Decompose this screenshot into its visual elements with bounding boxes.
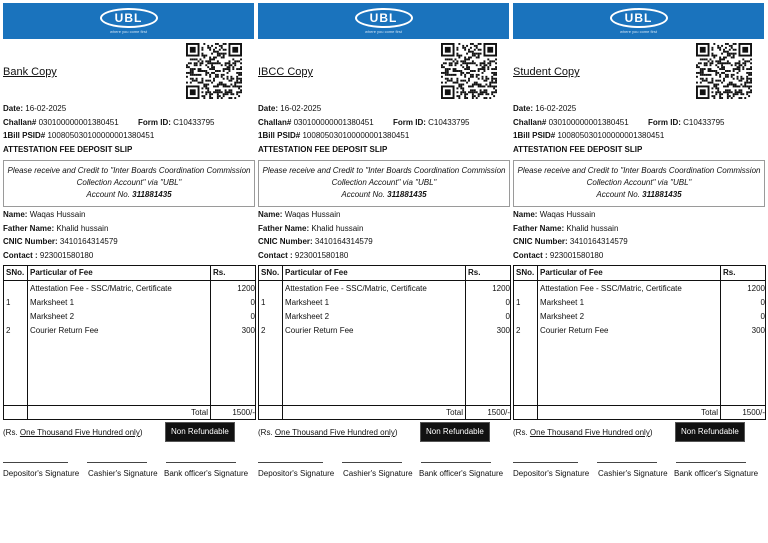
officer-signature-line	[676, 462, 746, 463]
form-id: Form ID: C10433795	[138, 118, 215, 127]
fee-row-sno: 2	[6, 326, 11, 335]
fee-row-amount: 0	[250, 298, 255, 307]
fee-row-amount: 0	[250, 312, 255, 321]
fee-row-sno: 1	[261, 298, 266, 307]
fee-row-particular: Courier Return Fee	[30, 326, 99, 335]
ubl-logo-text: UBL	[369, 11, 398, 25]
credit-notice: Please receive and Credit to "Inter Boards Coordination Commission Collection Account" via "UBL" Account No. 311881435	[513, 160, 765, 207]
copy-title: IBCC Copy	[258, 66, 314, 78]
fee-row-amount: 0	[760, 298, 765, 307]
col-header-rs: Rs.	[213, 268, 226, 277]
challan-sheet	[0, 3, 768, 483]
total-label: Total	[446, 408, 463, 417]
fee-row-sno: 1	[6, 298, 11, 307]
amount-in-words: (Rs. One Thousand Five Hundred only)	[513, 428, 653, 437]
challan-line: Challan# 030100000001380451 Form ID: C10433795	[258, 118, 470, 127]
bank-banner	[258, 3, 509, 39]
psid-line: 1Bill PSID# 100805030100000001380451	[258, 131, 410, 140]
cashier-signature-line	[87, 462, 147, 463]
fee-row-sno: 1	[516, 298, 521, 307]
depositor-signature-label: Depositor's Signature	[3, 469, 80, 478]
name-line: Name: Waqas Hussain	[513, 210, 596, 219]
fee-row-particular: Marksheet 2	[540, 312, 585, 321]
fee-row-amount: 0	[505, 298, 510, 307]
cnic-line: CNIC Number: 3410164314579	[3, 237, 118, 246]
fee-row-amount: 1200	[747, 284, 765, 293]
total-label: Total	[191, 408, 208, 417]
cashier-signature-line	[342, 462, 402, 463]
non-refundable-badge: Non Refundable	[675, 422, 745, 442]
challan-copy	[255, 3, 509, 483]
depositor-signature-label: Depositor's Signature	[513, 469, 590, 478]
depositor-signature-line	[258, 462, 323, 463]
copy-title: Student Copy	[513, 66, 580, 78]
col-header-rs: Rs.	[468, 268, 481, 277]
psid-line: 1Bill PSID# 100805030100000001380451	[513, 131, 665, 140]
total-value: 1500/-	[232, 408, 255, 417]
officer-signature-line	[421, 462, 491, 463]
challan-copy	[0, 3, 254, 483]
fee-row-particular: Courier Return Fee	[285, 326, 354, 335]
fee-row-particular: Marksheet 2	[285, 312, 330, 321]
fee-row-particular: Courier Return Fee	[540, 326, 609, 335]
total-value: 1500/-	[487, 408, 510, 417]
fee-row-particular: Marksheet 1	[30, 298, 75, 307]
non-refundable-badge: Non Refundable	[420, 422, 490, 442]
fee-row-amount: 300	[241, 326, 255, 335]
father-name-line: Father Name: Khalid hussain	[3, 224, 109, 233]
form-id: Form ID: C10433795	[393, 118, 470, 127]
form-id: Form ID: C10433795	[648, 118, 725, 127]
fee-row-particular: Marksheet 1	[540, 298, 585, 307]
fee-row-amount: 0	[760, 312, 765, 321]
cashier-signature-line	[597, 462, 657, 463]
fee-row-particular: Marksheet 2	[30, 312, 75, 321]
fee-row-amount: 0	[505, 312, 510, 321]
col-header-particular: Particular of Fee	[285, 268, 348, 277]
psid-line: 1Bill PSID# 100805030100000001380451	[3, 131, 155, 140]
credit-notice: Please receive and Credit to "Inter Boards Coordination Commission Collection Account" via "UBL" Account No. 311881435	[258, 160, 510, 207]
fee-row-amount: 300	[496, 326, 510, 335]
slip-title: ATTESTATION FEE DEPOSIT SLIP	[513, 145, 643, 154]
bank-tagline: where you come first	[365, 29, 402, 34]
challan-line: Challan# 030100000001380451 Form ID: C10433795	[3, 118, 215, 127]
slip-title: ATTESTATION FEE DEPOSIT SLIP	[258, 145, 388, 154]
cnic-line: CNIC Number: 3410164314579	[258, 237, 373, 246]
col-header-sno: SNo.	[516, 268, 535, 277]
officer-signature-line	[166, 462, 236, 463]
total-value: 1500/-	[742, 408, 765, 417]
date-line: Date: 16-02-2025	[258, 104, 322, 113]
officer-signature-label: Bank officer's Signature	[674, 469, 759, 478]
fee-table	[258, 265, 511, 420]
bank-tagline: where you come first	[110, 29, 147, 34]
ubl-logo-text: UBL	[114, 11, 143, 25]
non-refundable-badge: Non Refundable	[165, 422, 235, 442]
fee-row-particular: Attestation Fee - SSC/Matric, Certificate	[540, 284, 682, 293]
fee-row-amount: 1200	[237, 284, 255, 293]
cnic-line: CNIC Number: 3410164314579	[513, 237, 628, 246]
officer-signature-label: Bank officer's Signature	[419, 469, 504, 478]
fee-row-particular: Attestation Fee - SSC/Matric, Certificate	[30, 284, 172, 293]
col-header-rs: Rs.	[723, 268, 736, 277]
col-header-particular: Particular of Fee	[540, 268, 603, 277]
qr-code-icon	[696, 43, 752, 99]
amount-in-words: (Rs. One Thousand Five Hundred only)	[258, 428, 398, 437]
date-line: Date: 16-02-2025	[513, 104, 577, 113]
cashier-signature-label: Cashier's Signature	[598, 469, 668, 478]
contact-line: Contact : 923001580180	[258, 251, 349, 260]
bank-banner	[3, 3, 254, 39]
depositor-signature-line	[3, 462, 68, 463]
fee-table	[3, 265, 256, 420]
fee-row-sno: 2	[261, 326, 266, 335]
fee-row-sno: 2	[516, 326, 521, 335]
ubl-logo-text: UBL	[624, 11, 653, 25]
qr-code-icon	[441, 43, 497, 99]
col-header-particular: Particular of Fee	[30, 268, 93, 277]
fee-row-particular: Marksheet 1	[285, 298, 330, 307]
fee-row-amount: 300	[751, 326, 765, 335]
copy-title: Bank Copy	[3, 66, 57, 78]
depositor-signature-line	[513, 462, 578, 463]
name-line: Name: Waqas Hussain	[3, 210, 86, 219]
contact-line: Contact : 923001580180	[3, 251, 94, 260]
bank-banner	[513, 3, 764, 39]
bank-tagline: where you come first	[620, 29, 657, 34]
qr-code-icon	[186, 43, 242, 99]
fee-table	[513, 265, 766, 420]
col-header-sno: SNo.	[6, 268, 25, 277]
cashier-signature-label: Cashier's Signature	[88, 469, 158, 478]
father-name-line: Father Name: Khalid hussain	[258, 224, 364, 233]
col-header-sno: SNo.	[261, 268, 280, 277]
challan-line: Challan# 030100000001380451 Form ID: C10433795	[513, 118, 725, 127]
depositor-signature-label: Depositor's Signature	[258, 469, 335, 478]
name-line: Name: Waqas Hussain	[258, 210, 341, 219]
slip-title: ATTESTATION FEE DEPOSIT SLIP	[3, 145, 133, 154]
fee-row-amount: 1200	[492, 284, 510, 293]
challan-copy	[510, 3, 764, 483]
officer-signature-label: Bank officer's Signature	[164, 469, 249, 478]
fee-row-particular: Attestation Fee - SSC/Matric, Certificate	[285, 284, 427, 293]
date-line: Date: 16-02-2025	[3, 104, 67, 113]
credit-notice: Please receive and Credit to "Inter Boards Coordination Commission Collection Account" via "UBL" Account No. 311881435	[3, 160, 255, 207]
ubl-logo	[100, 8, 158, 28]
ubl-logo	[355, 8, 413, 28]
father-name-line: Father Name: Khalid hussain	[513, 224, 619, 233]
total-label: Total	[701, 408, 718, 417]
contact-line: Contact : 923001580180	[513, 251, 604, 260]
ubl-logo	[610, 8, 668, 28]
amount-in-words: (Rs. One Thousand Five Hundred only)	[3, 428, 143, 437]
cashier-signature-label: Cashier's Signature	[343, 469, 413, 478]
